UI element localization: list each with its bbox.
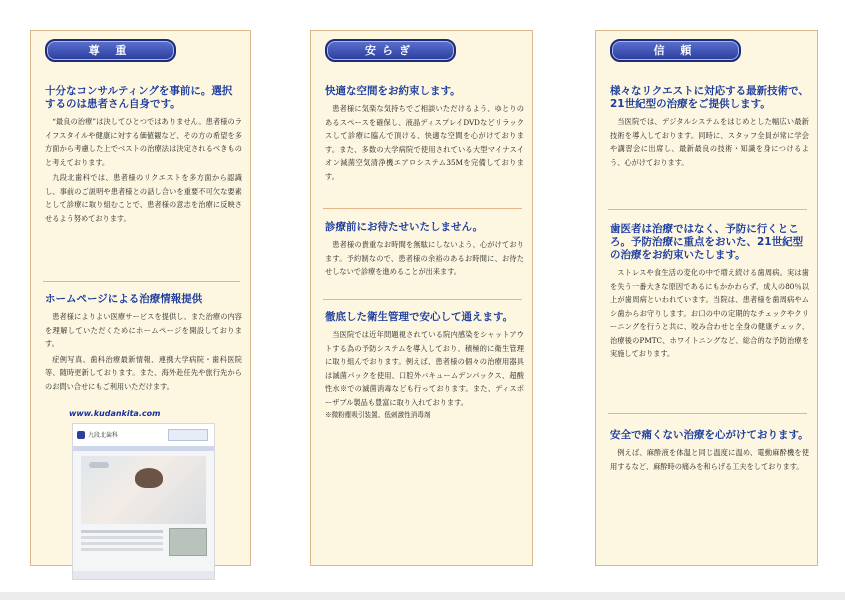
section-website xyxy=(45,293,242,393)
paragraph: 当医院では近年問題視されている院内感染をシャットアウトする為の予防システムを導入しており、積極的に衛生管理に取り組んでおります。例えば、患者様の個々の治療用器具は滅菌パックを使用、口腔外バキュームデンパックス、超酸性水※での滅菌消毒なども行っております。また、ディスポーザブル製品も豊富に取り入れております。 xyxy=(325,330,524,407)
section-heading: 歯医者は治療ではなく、予防に行くところ。予防治療に重点をおいた、21世紀型の治療をお約束いたします。 xyxy=(610,223,804,261)
section-heading: 十分なコンサルティングを事前に。選択するのは患者さん自身です。 xyxy=(45,85,233,110)
section-heading: 徹底した衛生管理で安心して通えます。 xyxy=(325,311,514,323)
section-heading: 快適な空間をお約束します。 xyxy=(325,85,461,97)
column-trust xyxy=(595,30,818,566)
column-respect xyxy=(30,30,251,566)
website-screenshot xyxy=(72,423,215,580)
divider xyxy=(43,281,240,282)
section-no-wait xyxy=(325,221,524,279)
divider xyxy=(323,208,522,209)
paragraph: 例えば、麻酔液を体温と同じ温度に温め、電動麻酔機を使用するなど、麻酔時の痛みを和らげる工夫をしております。 xyxy=(610,448,809,471)
section-heading: 様々なリクエストに対応する最新技術で、21世紀型の治療をご提供します。 xyxy=(610,85,809,110)
section-badge-comfort: 安らぎ xyxy=(325,39,456,62)
clinic-logo-icon xyxy=(77,431,85,439)
section-hygiene xyxy=(325,311,524,420)
column-comfort xyxy=(310,30,533,566)
divider xyxy=(323,299,522,300)
paragraph: “最良の治療”は決してひとつではありません。患者様のライフスタイルや健康に対する価値観など、その方の希望を多方面から考慮した上でベストの治療法は決定されるべきものと考えております。 xyxy=(45,117,242,167)
site-thumbnail xyxy=(169,528,207,556)
section-heading: 診療前にお待たせいたしません。 xyxy=(325,221,484,233)
site-phone-box xyxy=(168,429,208,441)
divider xyxy=(608,209,807,210)
paragraph: 患者様によりよい医療サービスを提供し、また治療の内容を理解していただくためにホームページを開設しております。 xyxy=(45,312,242,348)
dental-lamp-icon xyxy=(89,462,109,468)
site-text-lines xyxy=(81,530,163,533)
paragraph: 患者様に気楽な気持ちでご相談いただけるよう、ゆとりのあるスペースを確保し、液晶ディスプレイDVDなどリラックスして診療に臨んで頂ける、快適な空間を心がけております。また、多数の大学病院で使用されている大型マイナスイオン減菌空気清浄機エアロシステム35Mを完備しております。 xyxy=(325,104,524,181)
paragraph: 症例写真、歯科治療最新情報、連携大学病院・歯科医院等、随時更新しております。また、海外赴任先や旅行先からのお問い合せにもご利用いただけます。 xyxy=(45,354,242,391)
section-badge-trust: 信 頼 xyxy=(610,39,741,62)
site-name: 九段北歯科 xyxy=(88,432,119,439)
footnote: ※微粉塵吸引装置、低刺激性消毒剤 xyxy=(325,411,431,419)
divider xyxy=(608,413,807,414)
paragraph: 患者様の貴重なお時間を無駄にしないよう、心がけております。予約制なので、患者様の余裕のあるお時間に、お待たせしないで診療を進めることが出来ます。 xyxy=(325,240,524,276)
paragraph: 当医院では、デジタルシステムをはじめとした幅広い最新技術を導入しております。同時に、スタッフ全員が常に学会や講習会に出席し、最新最良の技術・知識を身につけるよう、心がけております。 xyxy=(610,117,809,167)
section-painless xyxy=(610,429,809,473)
section-technology xyxy=(610,85,809,169)
section-consulting xyxy=(45,85,242,225)
section-heading: ホームページによる治療情報提供 xyxy=(45,293,203,305)
website-url[interactable]: www.kudankita.com xyxy=(69,409,161,418)
section-badge-respect: 尊 重 xyxy=(45,39,176,62)
patient-figure xyxy=(135,468,163,488)
site-footer xyxy=(73,571,214,579)
section-prevention xyxy=(610,223,809,361)
paragraph: ストレスや食生活の変化の中で増え続ける歯周病。実は歯を失う一番大きな原因であるにもかかわらず、成人の80％以上が歯周病といわれています。当院は、患者様を歯周病やムシ歯からお守りします。お口の中の定期的なチェックやクリーニングを行うと共に、咬み合わせと全身の健康チェック、治療後のPMTC、ホワイトニングなど、総合的な予防治療を実施しております。 xyxy=(610,268,809,358)
section-space xyxy=(325,85,524,183)
site-nav xyxy=(73,446,214,451)
paragraph: 九段北歯科では、患者様のリクエストを多方面から認識し、事前のご説明や患者様との話し合いを重要不可欠な要素として診療に取り組むことで、患者様の意志を治療に反映させるよう努めております。 xyxy=(45,173,242,223)
section-heading: 安全で痛くない治療を心がけております。 xyxy=(610,429,809,441)
